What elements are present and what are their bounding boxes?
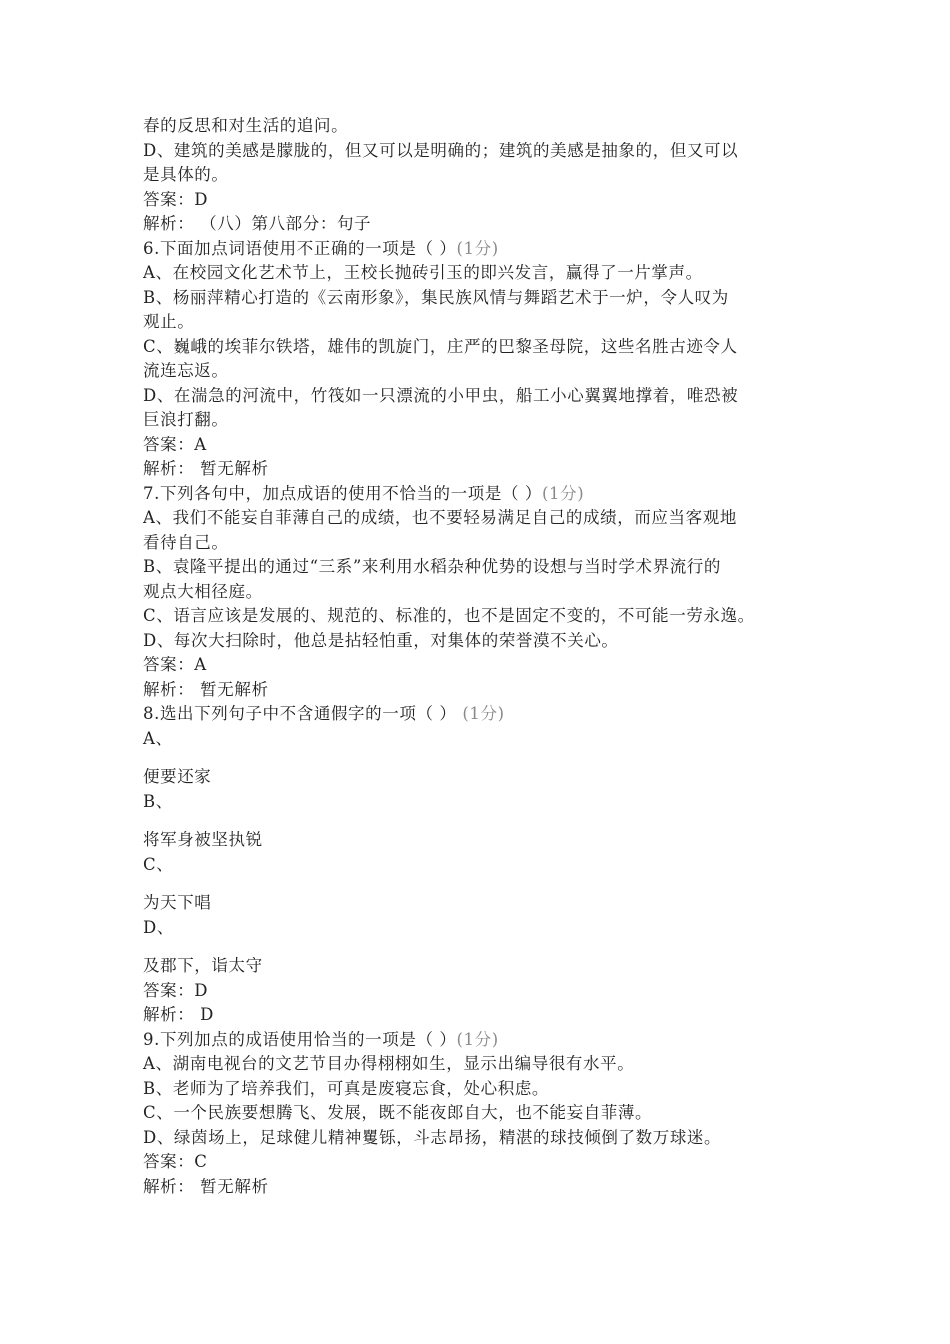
text-line — [143, 678, 833, 703]
line-text: 答案：D — [143, 189, 209, 209]
line-text: 春的反思和对生活的追问。 — [143, 116, 349, 135]
line-text: A、在校园文化艺术节上，王校长抛砖引玉的即兴发言，赢得了一片掌声。 — [143, 263, 703, 282]
text-line — [143, 555, 833, 580]
text-line — [143, 261, 833, 286]
text-line — [143, 114, 833, 139]
line-gap — [143, 814, 833, 828]
line-text: 6.下面加点词语使用不正确的一项是（ ） — [143, 238, 457, 258]
line-text: D、在湍急的河流中，竹筏如一只漂流的小甲虫，船工小心翼翼地撑着，唯恐被 — [143, 385, 739, 405]
line-text: 解析： 暂无解析 — [143, 459, 269, 478]
line-text: 观点大相径庭。 — [143, 581, 263, 601]
text-line — [143, 408, 833, 433]
line-text: D、绿茵场上，足球健儿精神矍铄，斗志昂扬，精湛的球技倾倒了数万球迷。 — [143, 1127, 722, 1147]
line-text: 7.下列各句中，加点成语的使用不恰当的一项是（ ） — [143, 483, 542, 503]
line-text: 答案：A — [143, 655, 207, 674]
line-text: A、湖南电视台的文艺节目办得栩栩如生，显示出编导很有水平。 — [143, 1054, 635, 1073]
line-text: B、杨丽萍精心打造的《云南形象》，集民族风情与舞蹈艺术于一炉，令人叹为 — [143, 287, 729, 307]
line-text: 解析： 暂无解析 — [143, 1176, 269, 1196]
line-text: A、 — [143, 728, 173, 748]
line-text: C、 — [143, 854, 174, 874]
line-text: 是具体的。 — [143, 165, 229, 184]
text-line — [143, 979, 833, 1004]
text-line — [143, 139, 833, 164]
text-line — [143, 765, 833, 790]
line-text: 解析： D — [143, 1005, 214, 1024]
text-line — [143, 310, 833, 335]
line-text: 9.下列加点的成语使用恰当的一项是（ ） — [143, 1029, 457, 1049]
text-line — [143, 457, 833, 482]
text-line — [143, 506, 833, 531]
line-text: 及郡下，诣太守 — [143, 956, 263, 975]
text-line — [143, 1175, 833, 1200]
line-text: B、老师为了培养我们，可真是废寝忘食，处心积虑。 — [143, 1078, 550, 1098]
text-line — [143, 1150, 833, 1175]
line-gap — [143, 751, 833, 765]
line-text: A、我们不能妄自菲薄自己的成绩，也不要轻易满足自己的成绩，而应当客观地 — [143, 508, 737, 527]
line-text: D、 — [143, 917, 174, 937]
text-line — [143, 384, 833, 409]
text-line — [143, 1101, 833, 1126]
text-line — [143, 482, 833, 507]
document-page — [143, 114, 833, 1199]
text-line — [143, 237, 833, 262]
text-line — [143, 163, 833, 188]
line-text: B、 — [143, 791, 173, 811]
text-line — [143, 335, 833, 360]
line-text: 8.选出下列句子中不含通假字的一项（ ） — [143, 704, 457, 723]
line-text: 看待自己。 — [143, 532, 229, 552]
line-text: D、每次大扫除时，他总是拈轻怕重，对集体的荣誉漠不关心。 — [143, 630, 619, 650]
text-line — [143, 653, 833, 678]
text-line — [143, 1052, 833, 1077]
line-text: B、袁隆平提出的通过“三系”来利用水稻杂种优势的设想与当时学术界流行的 — [143, 557, 721, 576]
text-line — [143, 891, 833, 916]
line-text: 巨浪打翻。 — [143, 410, 229, 429]
text-line — [143, 1077, 833, 1102]
line-text: D、建筑的美感是朦胧的，但又可以是明确的；建筑的美感是抽象的，但又可以 — [143, 140, 739, 160]
line-gap — [143, 877, 833, 891]
text-line — [143, 188, 833, 213]
line-text: 便要还家 — [143, 767, 212, 786]
text-line — [143, 531, 833, 556]
line-text: 答案：C — [143, 1152, 208, 1171]
text-line — [143, 853, 833, 878]
score-label: (1分) — [456, 238, 499, 258]
text-line — [143, 1003, 833, 1028]
line-text: 将军身被坚执锐 — [143, 830, 263, 849]
line-text: 解析： 暂无解析 — [143, 679, 269, 699]
text-line — [143, 954, 833, 979]
score-label: (1分) — [542, 483, 585, 503]
text-line — [143, 433, 833, 458]
text-line — [143, 916, 833, 941]
line-text: 答案：A — [143, 434, 207, 454]
line-text: C、语言应该是发展的、规范的、标准的，也不是固定不变的，不可能一劳永逸。 — [143, 606, 755, 625]
line-text: 解析： （八）第八部分：句子 — [143, 214, 372, 233]
text-line — [143, 212, 833, 237]
line-text: C、一个民族要想腾飞、发展，既不能夜郎自大，也不能妄自菲薄。 — [143, 1103, 653, 1122]
text-line — [143, 286, 833, 311]
line-text: 答案：D — [143, 980, 209, 1000]
line-text: C、巍峨的埃菲尔铁塔，雄伟的凯旋门，庄严的巴黎圣母院，这些名胜古迹令人 — [143, 336, 738, 356]
text-line — [143, 1126, 833, 1151]
line-text: 流连忘返。 — [143, 361, 229, 380]
text-line — [143, 580, 833, 605]
line-text: 观止。 — [143, 312, 195, 331]
text-line — [143, 727, 833, 752]
text-line — [143, 359, 833, 384]
line-text: 为天下唱 — [143, 893, 212, 912]
text-line — [143, 828, 833, 853]
score-label: (1分) — [456, 1029, 499, 1049]
line-gap — [143, 940, 833, 954]
text-line — [143, 790, 833, 815]
text-line — [143, 629, 833, 654]
text-line — [143, 1028, 833, 1053]
text-line — [143, 604, 833, 629]
score-label: (1分) — [456, 704, 505, 723]
text-line — [143, 702, 833, 727]
